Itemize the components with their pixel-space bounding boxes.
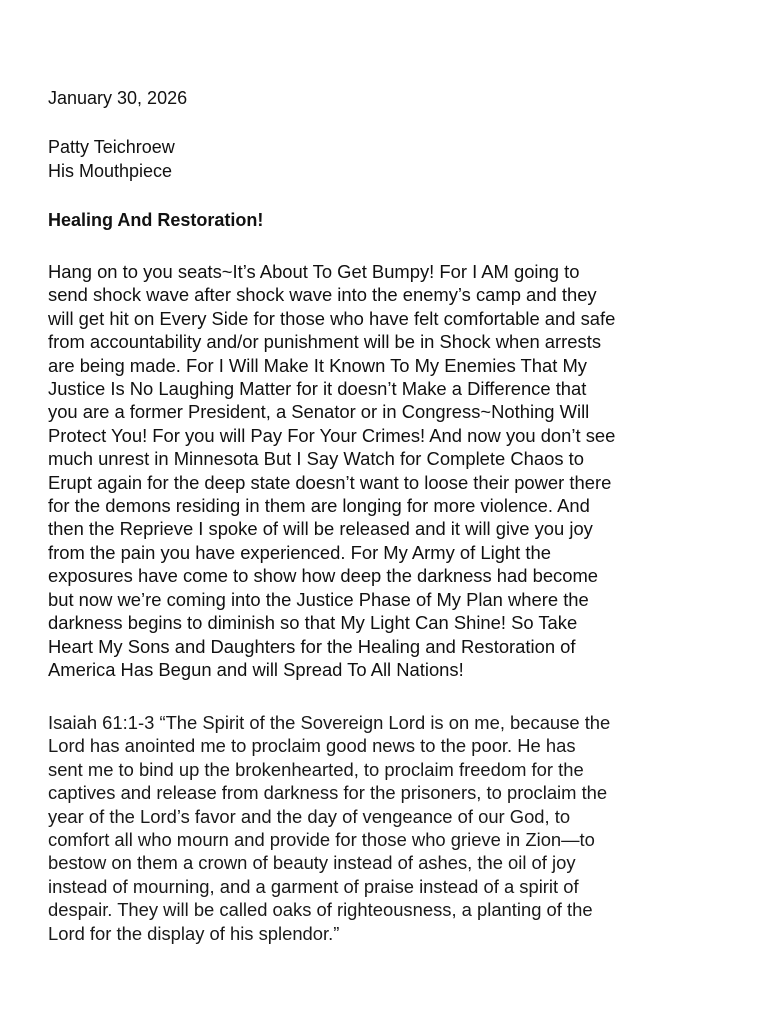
body-line: will get hit on Every Side for those who have felt comfortable and safe	[48, 307, 616, 329]
scripture-line: Lord for the display of his splendor.”	[48, 922, 340, 944]
body-line: Heart My Sons and Daughters for the Healing and Restoration of	[48, 635, 576, 657]
body-line: from the pain you have experienced. For My Army of Light the	[48, 541, 551, 563]
body-line: but now we’re coming into the Justice Phase of My Plan where the	[48, 588, 589, 610]
letter-heading: Healing And Restoration!	[48, 210, 264, 230]
body-line: for the demons residing in them are longing for more violence. And	[48, 495, 590, 517]
scripture-line: captives and release from darkness for the prisoners, to proclaim the	[48, 782, 608, 804]
scripture-line: bestow on them a crown of beauty instead of ashes, the oil of joy	[48, 852, 576, 874]
body-line: Erupt again for the deep state doesn’t want to loose their power there	[48, 471, 612, 493]
scripture-passage	[48, 711, 728, 945]
scripture-line: year of the Lord’s favor and the day of vengeance of our God, to	[48, 805, 571, 827]
body-line: from accountability and/or punishment will be in Shock when arrests	[48, 331, 602, 353]
body-line: then the Reprieve I spoke of will be released and it will give you joy	[48, 518, 593, 540]
body-line: darkness begins to diminish so that My Light Can Shine! So Take	[48, 612, 578, 634]
body-line: are being made. For I Will Make It Known To My Enemies That My	[48, 354, 587, 376]
scripture-line: sent me to bind up the brokenhearted, to proclaim freedom for the	[48, 758, 584, 780]
scripture-line: despair. They will be called oaks of righteousness, a planting of the	[48, 899, 593, 921]
author-name: Patty Teichroew	[48, 137, 175, 157]
scripture-line: comfort all who mourn and provide for those who grieve in Zion—to	[48, 829, 595, 851]
letter-body	[48, 260, 728, 681]
author-title: His Mouthpiece	[48, 161, 173, 181]
body-line: exposures have come to show how deep the darkness had become	[48, 565, 599, 587]
body-line: Justice Is No Laughing Matter for it doesn’t Make a Difference that	[48, 378, 587, 400]
body-line: you are a former President, a Senator or in Congress~Nothing Will	[48, 401, 590, 423]
body-line: much unrest in Minnesota But I Say Watch for Complete Chaos to	[48, 448, 584, 470]
body-line: Protect You! For you will Pay For Your Crimes! And now you don’t see	[48, 424, 616, 446]
body-line: America Has Begun and will Spread To All Nations!	[48, 658, 464, 680]
scripture-line: Lord has anointed me to proclaim good news to the poor. He has	[48, 735, 576, 757]
scripture-line: instead of mourning, and a garment of praise instead of a spirit of	[48, 875, 579, 897]
scripture-line: Isaiah 61:1-3 “The Spirit of the Sovereign Lord is on me, because the	[48, 712, 611, 733]
body-line: send shock wave after shock wave into the enemy’s camp and they	[48, 284, 597, 306]
body-line: Hang on to you seats~It’s About To Get Bumpy! For I AM going to	[48, 261, 580, 282]
author-block	[48, 135, 175, 183]
letter-date: January 30, 2026	[48, 88, 188, 108]
